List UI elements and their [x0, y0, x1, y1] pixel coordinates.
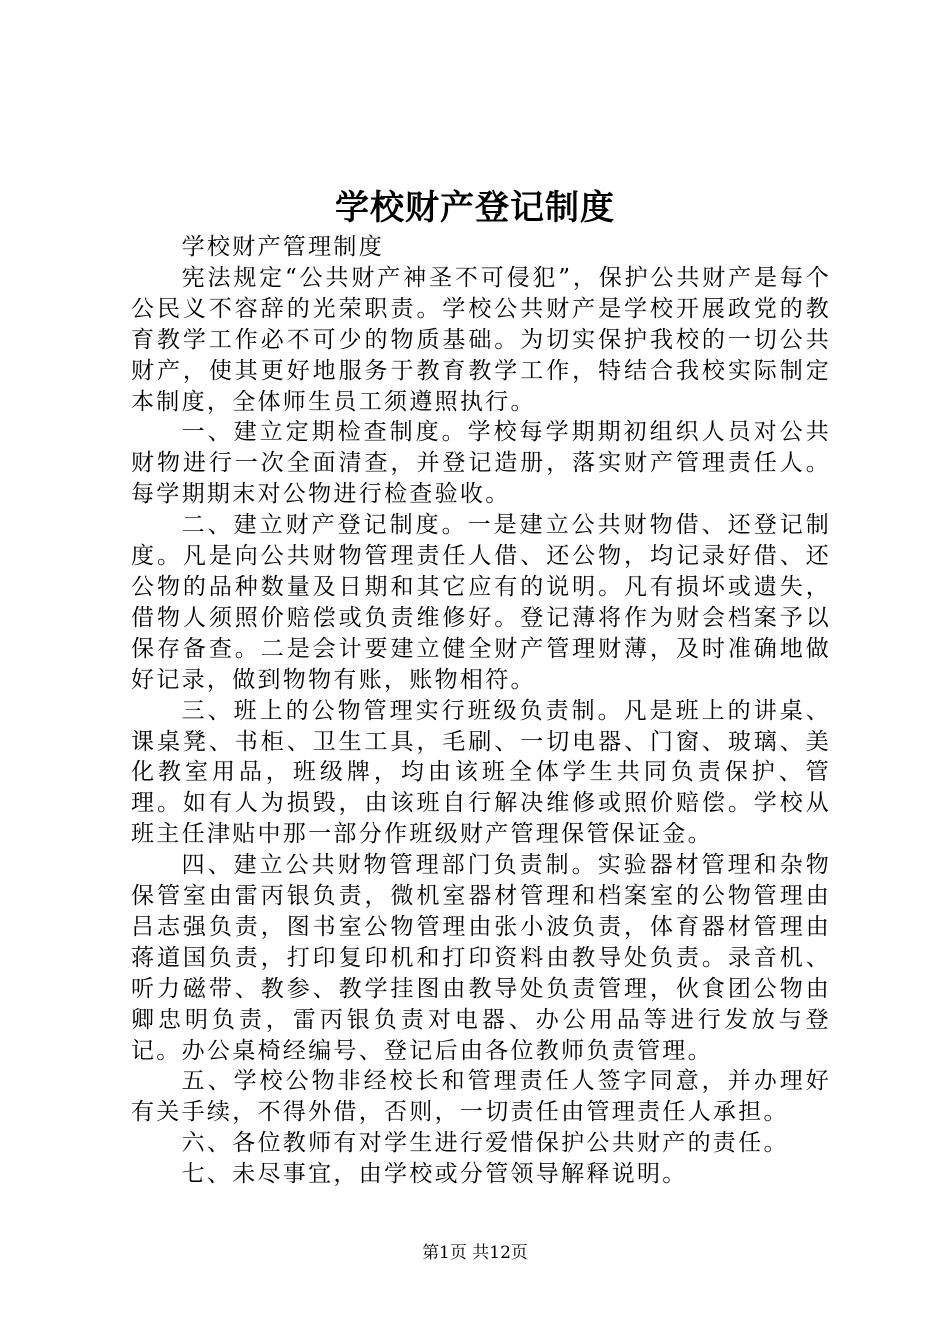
paragraph-item-5: 五、学校公物非经校长和管理责任人签字同意，并办理好有关手续，不得外借，否则，一切责任由管理责任人承担。 [131, 1068, 831, 1126]
paragraph-item-1: 一、建立定期检查制度。学校每学期期初组织人员对公共财物进行一次全面清查，并登记造册，落实财产管理责任人。每学期期末对公物进行检查验收。 [131, 419, 831, 508]
document-title: 学校财产登记制度 [335, 188, 615, 228]
paragraph-intro: 宪法规定“公共财产神圣不可侵犯”，保护公共财产是每个公民义不容辞的光荣职责。学校公共财产是学校开展政党的教育教学工作必不可少的物质基础。为切实保护我校的一切公共财产，使其更好地服务于教育教学工作，特结合我校实际制定本制度，全体师生员工须遵照执行。 [131, 264, 831, 415]
document-body [131, 232, 831, 1190]
page-footer: 第1页 共12页 [422, 1243, 528, 1263]
paragraph-item-7: 七、未尽事宜，由学校或分管领导解释说明。 [181, 1161, 688, 1188]
paragraph-item-4: 四、建立公共财物管理部门负责制。实验器材管理和杂物保管室由雷丙银负责，微机室器材管理和档案室的公物管理由吕志强负责，图书室公物管理由张小波负责，体育器材管理由蒋道国负责，打印复印机和打印资料由教导处负责。录音机、听力磁带、教参、教学挂图由教导处负责管理，伙食团公物由卿忠明负责，雷丙银负责对电器、办公用品等进行发放与登记。办公桌椅经编号、登记后由各位教师负责管理。 [131, 852, 831, 1064]
paragraph-item-6: 六、各位教师有对学生进行爱惜保护公共财产的责任。 [181, 1130, 789, 1157]
document-subtitle: 学校财产管理制度 [181, 234, 384, 260]
paragraph-item-3: 三、班上的公物管理实行班级负责制。凡是班上的讲桌、课桌凳、书柜、卫生工具，毛刷、一切电器、门窗、玻璃、美化教室用品，班级牌，均由该班全体学生共同负责保护、管理。如有人为损毁，由该班自行解决维修或照价赔偿。学校从班主任津贴中那一部分作班级财产管理保管保证金。 [131, 697, 831, 848]
paragraph-item-2: 二、建立财产登记制度。一是建立公共财物借、还登记制度。凡是向公共财物管理责任人借、还公物，均记录好借、还公物的品种数量及日期和其它应有的说明。凡有损坏或遗失，借物人须照价赔偿或负责维修好。登记薄将作为财会档案予以保存备查。二是会计要建立健全财产管理财薄，及时准确地做好记录，做到物物有账，账物相符。 [131, 512, 831, 693]
